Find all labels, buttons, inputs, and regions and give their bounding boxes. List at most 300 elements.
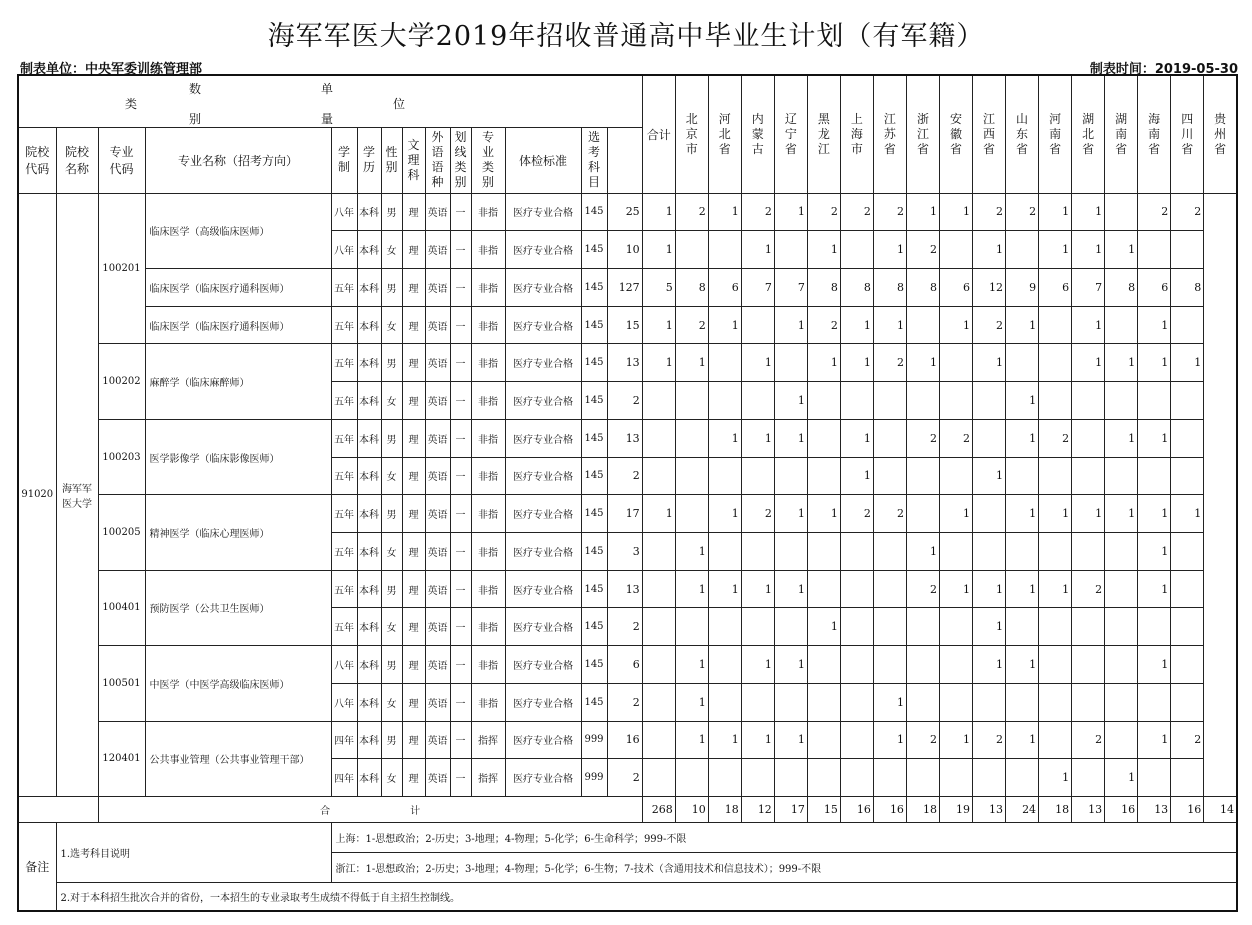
xuezhi-cell: 五年 — [331, 457, 357, 495]
line-type-cell: 一 — [450, 382, 471, 420]
physical-standard-cell: 医疗专业合格 — [505, 193, 581, 231]
province-quota-cell: 1 — [1072, 193, 1105, 231]
wenli-cell: 理 — [402, 608, 425, 646]
province-quota-cell: 1 — [973, 570, 1006, 608]
enrollment-plan-table — [17, 74, 1238, 912]
major-type-cell: 非指 — [471, 646, 505, 684]
province-quota-cell — [973, 759, 1006, 797]
province-quota-cell — [840, 608, 873, 646]
major-code-cell: 100205 — [98, 495, 145, 570]
province-quota-cell — [906, 457, 939, 495]
province-quota-cell: 1 — [741, 721, 774, 759]
sex-cell: 女 — [381, 457, 402, 495]
province-quota-cell — [1039, 646, 1072, 684]
province-quota-cell: 9 — [1006, 268, 1039, 306]
province-quota-cell — [642, 382, 675, 420]
province-quota-cell — [741, 759, 774, 797]
province-quota-cell — [741, 532, 774, 570]
sex-cell: 女 — [381, 608, 402, 646]
province-quota-cell — [1006, 532, 1039, 570]
xuezhi-cell: 五年 — [331, 608, 357, 646]
province-quota-cell: 7 — [1072, 268, 1105, 306]
major-code-cell: 100203 — [98, 419, 145, 494]
province-quota-cell — [873, 759, 906, 797]
xueli-cell: 本科 — [357, 495, 381, 533]
xueli-cell: 本科 — [357, 608, 381, 646]
province-quota-cell: 2 — [873, 495, 906, 533]
province-quota-cell — [708, 646, 741, 684]
province-quota-cell — [906, 683, 939, 721]
province-quota-cell: 1 — [1006, 721, 1039, 759]
province-quota-cell: 1 — [939, 570, 972, 608]
province-quota-cell — [1138, 683, 1171, 721]
xueli-cell: 本科 — [357, 231, 381, 269]
province-quota-cell — [708, 532, 741, 570]
province-quota-cell: 2 — [873, 193, 906, 231]
language-cell: 英语 — [425, 193, 450, 231]
province-quota-cell — [1171, 419, 1204, 457]
province-quota-cell — [708, 759, 741, 797]
province-quota-cell: 1 — [774, 646, 807, 684]
province-quota-cell — [807, 646, 840, 684]
xueli-cell: 本科 — [357, 532, 381, 570]
province-quota-cell: 1 — [1171, 344, 1204, 382]
province-quota-cell — [1105, 608, 1138, 646]
province-quota-cell: 1 — [1072, 306, 1105, 344]
province-quota-cell — [807, 570, 840, 608]
province-quota-cell — [840, 532, 873, 570]
corner-liang: 量 — [321, 112, 334, 126]
line-type-cell: 一 — [450, 231, 471, 269]
school-name-cell: 海军军医大学 — [56, 193, 98, 797]
notes-zhejiang: 浙江：1-思想政治；2-历史；3-地理；4-物理；5-化学；6-生物；7-技术（含通用技术和信息技术）；999-不限 — [331, 853, 1237, 883]
line-type-cell: 一 — [450, 193, 471, 231]
elective-cell: 145 — [581, 344, 607, 382]
province-quota-cell — [1105, 457, 1138, 495]
province-header: 江西省 — [973, 75, 1006, 193]
province-quota-cell: 2 — [840, 193, 873, 231]
province-quota-cell: 8 — [840, 268, 873, 306]
province-quota-cell — [1171, 608, 1204, 646]
province-quota-cell — [642, 419, 675, 457]
physical-standard-cell: 医疗专业合格 — [505, 532, 581, 570]
province-header: 海南省 — [1138, 75, 1171, 193]
province-quota-cell — [939, 344, 972, 382]
table-row — [18, 646, 1237, 684]
corner-bie: 别 — [189, 112, 202, 126]
province-quota-cell: 8 — [906, 268, 939, 306]
province-quota-cell — [1072, 646, 1105, 684]
diagonal-header — [18, 75, 642, 127]
language-cell: 英语 — [425, 570, 450, 608]
province-quota-cell — [1105, 193, 1138, 231]
province-quota-cell: 1 — [840, 306, 873, 344]
line-type-cell: 一 — [450, 570, 471, 608]
major-type-cell: 非指 — [471, 306, 505, 344]
elective-cell: 145 — [581, 457, 607, 495]
sex-cell: 女 — [381, 759, 402, 797]
language-cell: 英语 — [425, 646, 450, 684]
province-quota-cell — [1006, 608, 1039, 646]
province-quota-cell: 1 — [708, 419, 741, 457]
province-quota-cell: 1 — [708, 721, 741, 759]
language-cell: 英语 — [425, 721, 450, 759]
xueli-cell: 本科 — [357, 721, 381, 759]
province-quota-cell: 2 — [906, 570, 939, 608]
major-name-cell: 临床医学（临床医疗通科医师） — [145, 306, 331, 344]
sex-cell: 女 — [381, 382, 402, 420]
language-cell: 英语 — [425, 382, 450, 420]
xueli-cell: 本科 — [357, 382, 381, 420]
province-quota-cell: 1 — [774, 306, 807, 344]
province-quota-cell: 1 — [1105, 495, 1138, 533]
province-quota-cell: 1 — [873, 683, 906, 721]
province-quota-cell: 1 — [708, 193, 741, 231]
sex-cell: 男 — [381, 193, 402, 231]
xuezhi-cell: 四年 — [331, 721, 357, 759]
row-total-cell: 2 — [607, 608, 642, 646]
province-quota-cell: 1 — [774, 382, 807, 420]
physical-standard-cell: 医疗专业合格 — [505, 759, 581, 797]
province-quota-cell: 1 — [642, 344, 675, 382]
province-header: 浙江省 — [906, 75, 939, 193]
province-quota-cell — [642, 532, 675, 570]
province-quota-cell — [642, 570, 675, 608]
sum-label: 合 计 — [98, 797, 642, 823]
elective-cell: 145 — [581, 419, 607, 457]
wenli-cell: 理 — [402, 457, 425, 495]
wenli-cell: 理 — [402, 382, 425, 420]
province-quota-cell: 1 — [1006, 646, 1039, 684]
province-quota-cell — [1072, 683, 1105, 721]
province-quota-cell: 2 — [840, 495, 873, 533]
province-quota-cell: 2 — [873, 344, 906, 382]
province-quota-cell — [939, 759, 972, 797]
province-quota-cell: 2 — [675, 306, 708, 344]
major-type-cell: 非指 — [471, 570, 505, 608]
elective-cell: 145 — [581, 268, 607, 306]
province-header: 贵州省 — [1204, 75, 1237, 193]
province-quota-cell: 12 — [973, 268, 1006, 306]
major-type-cell: 非指 — [471, 608, 505, 646]
province-header: 河南省 — [1039, 75, 1072, 193]
province-quota-cell: 1 — [1006, 306, 1039, 344]
major-name-cell: 预防医学（公共卫生医师） — [145, 570, 331, 645]
province-quota-cell: 1 — [774, 570, 807, 608]
major-code-cell: 120401 — [98, 721, 145, 796]
province-quota-cell: 1 — [873, 231, 906, 269]
xuezhi-cell: 五年 — [331, 344, 357, 382]
province-quota-cell — [708, 344, 741, 382]
major-type-cell: 非指 — [471, 231, 505, 269]
grand-total-cell: 268 — [642, 797, 675, 823]
physical-standard-cell: 医疗专业合格 — [505, 721, 581, 759]
wenli-cell: 理 — [402, 683, 425, 721]
elective-cell: 145 — [581, 646, 607, 684]
province-quota-cell: 1 — [1039, 193, 1072, 231]
compiling-date: 制表时间：2019-05-30 — [1089, 62, 1238, 77]
province-quota-cell: 1 — [642, 193, 675, 231]
language-cell: 英语 — [425, 683, 450, 721]
xuezhi-header: 学制 — [331, 127, 357, 193]
physical-standard-cell: 医疗专业合格 — [505, 268, 581, 306]
school-code-cell: 91020 — [18, 193, 56, 797]
province-quota-cell: 1 — [675, 721, 708, 759]
province-total-cell: 19 — [939, 797, 972, 823]
province-quota-cell — [1138, 382, 1171, 420]
province-quota-cell: 1 — [675, 570, 708, 608]
line-type-cell: 一 — [450, 344, 471, 382]
province-total-cell: 13 — [1072, 797, 1105, 823]
notes-shanghai: 上海：1-思想政治；2-历史；3-地理；4-物理；5-化学；6-生命科学；999-不限 — [331, 823, 1237, 853]
province-quota-cell — [1006, 231, 1039, 269]
province-quota-cell: 1 — [807, 608, 840, 646]
wenli-cell: 理 — [402, 231, 425, 269]
major-name-cell: 中医学（中医学高级临床医师） — [145, 646, 331, 721]
major-type-cell: 非指 — [471, 268, 505, 306]
page-title: 海军军医大学2019年招收普通高中毕业生计划（有军籍） — [267, 21, 985, 52]
province-quota-cell — [906, 759, 939, 797]
province-quota-cell — [807, 683, 840, 721]
province-quota-cell: 2 — [807, 193, 840, 231]
province-quota-cell: 1 — [1138, 306, 1171, 344]
major-name-cell: 麻醉学（临床麻醉师） — [145, 344, 331, 419]
province-quota-cell: 1 — [840, 419, 873, 457]
province-quota-cell — [873, 646, 906, 684]
xueli-cell: 本科 — [357, 570, 381, 608]
sex-cell: 男 — [381, 344, 402, 382]
province-total-cell: 17 — [774, 797, 807, 823]
total-header: 合计 — [642, 75, 675, 193]
province-quota-cell — [741, 306, 774, 344]
line-type-cell: 一 — [450, 532, 471, 570]
province-quota-cell — [1138, 457, 1171, 495]
province-quota-cell — [840, 646, 873, 684]
province-quota-cell — [1006, 759, 1039, 797]
province-quota-cell: 1 — [1105, 419, 1138, 457]
province-total-cell: 18 — [708, 797, 741, 823]
province-quota-cell: 8 — [675, 268, 708, 306]
language-cell: 英语 — [425, 268, 450, 306]
province-quota-cell — [741, 457, 774, 495]
province-quota-cell: 8 — [1105, 268, 1138, 306]
elective-cell: 145 — [581, 382, 607, 420]
language-cell: 英语 — [425, 457, 450, 495]
corner-dan: 单 — [321, 82, 334, 96]
xuezhi-cell: 八年 — [331, 231, 357, 269]
province-total-cell: 13 — [1138, 797, 1171, 823]
province-header: 北京市 — [675, 75, 708, 193]
province-quota-cell — [840, 231, 873, 269]
sum-row — [18, 797, 1237, 823]
province-quota-cell — [1105, 683, 1138, 721]
province-quota-cell: 2 — [906, 231, 939, 269]
major-type-header: 专业类别 — [471, 127, 505, 193]
wenli-cell: 理 — [402, 532, 425, 570]
sex-cell: 女 — [381, 683, 402, 721]
elective-cell: 145 — [581, 495, 607, 533]
province-quota-cell: 8 — [873, 268, 906, 306]
major-type-cell: 非指 — [471, 683, 505, 721]
province-quota-cell: 6 — [1138, 268, 1171, 306]
major-type-cell: 非指 — [471, 495, 505, 533]
major-name-cell: 临床医学（高级临床医师） — [145, 193, 331, 268]
wenli-cell: 理 — [402, 193, 425, 231]
province-quota-cell — [1171, 759, 1204, 797]
province-quota-cell: 1 — [1072, 495, 1105, 533]
row-total-cell: 16 — [607, 721, 642, 759]
physical-standard-cell: 医疗专业合格 — [505, 683, 581, 721]
table-row — [18, 306, 1237, 344]
language-cell: 英语 — [425, 344, 450, 382]
province-quota-cell — [1039, 683, 1072, 721]
language-cell: 英语 — [425, 759, 450, 797]
physical-standard-cell: 医疗专业合格 — [505, 608, 581, 646]
language-cell: 英语 — [425, 608, 450, 646]
province-quota-cell: 1 — [939, 193, 972, 231]
province-quota-cell — [1105, 570, 1138, 608]
physical-standard-cell: 医疗专业合格 — [505, 344, 581, 382]
line-type-cell: 一 — [450, 306, 471, 344]
table-row — [18, 721, 1237, 759]
province-header: 辽宁省 — [774, 75, 807, 193]
province-quota-cell — [840, 570, 873, 608]
xuezhi-cell: 五年 — [331, 570, 357, 608]
province-quota-cell: 5 — [642, 268, 675, 306]
major-code-cell: 100501 — [98, 646, 145, 721]
elective-cell: 999 — [581, 721, 607, 759]
wenli-header: 文理科 — [402, 127, 425, 193]
province-quota-cell: 2 — [675, 193, 708, 231]
province-quota-cell — [939, 231, 972, 269]
province-quota-cell — [774, 683, 807, 721]
province-quota-cell: 1 — [1072, 344, 1105, 382]
province-quota-cell: 1 — [906, 193, 939, 231]
province-quota-cell — [774, 532, 807, 570]
province-quota-cell: 1 — [1105, 344, 1138, 382]
province-quota-cell: 1 — [741, 419, 774, 457]
province-quota-cell — [1039, 532, 1072, 570]
province-quota-cell: 6 — [1039, 268, 1072, 306]
province-header: 河北省 — [708, 75, 741, 193]
province-quota-cell — [774, 344, 807, 382]
major-type-cell: 非指 — [471, 382, 505, 420]
province-quota-cell: 1 — [1006, 495, 1039, 533]
province-quota-cell — [1072, 608, 1105, 646]
province-quota-cell — [840, 382, 873, 420]
sex-cell: 男 — [381, 570, 402, 608]
province-quota-cell — [675, 759, 708, 797]
province-quota-cell: 7 — [741, 268, 774, 306]
major-code-cell: 100202 — [98, 344, 145, 419]
province-quota-cell — [1039, 382, 1072, 420]
province-quota-cell — [1039, 344, 1072, 382]
xuezhi-cell: 五年 — [331, 419, 357, 457]
line-type-cell: 一 — [450, 721, 471, 759]
line-type-cell: 一 — [450, 646, 471, 684]
elective-cell: 145 — [581, 193, 607, 231]
table-row — [18, 193, 1237, 231]
physical-standard-cell: 医疗专业合格 — [505, 646, 581, 684]
xueli-cell: 本科 — [357, 419, 381, 457]
province-header: 湖南省 — [1105, 75, 1138, 193]
province-quota-cell — [1171, 306, 1204, 344]
province-quota-cell — [939, 646, 972, 684]
notes-label: 备注 — [18, 823, 56, 911]
province-quota-cell: 1 — [708, 306, 741, 344]
xuezhi-cell: 五年 — [331, 532, 357, 570]
province-quota-cell — [1006, 344, 1039, 382]
province-quota-cell — [1138, 608, 1171, 646]
province-quota-cell — [1072, 382, 1105, 420]
province-quota-cell: 1 — [973, 608, 1006, 646]
province-quota-cell — [774, 608, 807, 646]
major-code-header: 专业代码 — [98, 127, 145, 193]
province-quota-cell: 1 — [741, 570, 774, 608]
province-quota-cell: 1 — [939, 721, 972, 759]
province-quota-cell: 2 — [1039, 419, 1072, 457]
sex-cell: 女 — [381, 532, 402, 570]
province-quota-cell: 1 — [973, 231, 1006, 269]
province-quota-cell: 2 — [973, 721, 1006, 759]
language-header: 外语语种 — [425, 127, 450, 193]
physical-standard-cell: 医疗专业合格 — [505, 306, 581, 344]
language-cell: 英语 — [425, 231, 450, 269]
province-quota-cell: 2 — [1138, 193, 1171, 231]
province-quota-cell — [1105, 532, 1138, 570]
wenli-cell: 理 — [402, 268, 425, 306]
xueli-cell: 本科 — [357, 646, 381, 684]
province-total-cell: 18 — [906, 797, 939, 823]
province-quota-cell: 7 — [774, 268, 807, 306]
province-quota-cell: 1 — [774, 495, 807, 533]
province-quota-cell: 8 — [1171, 268, 1204, 306]
province-quota-cell: 1 — [807, 231, 840, 269]
elective-cell: 999 — [581, 759, 607, 797]
province-quota-cell — [708, 608, 741, 646]
sex-cell: 男 — [381, 721, 402, 759]
province-quota-cell: 2 — [741, 193, 774, 231]
row-total-cell: 2 — [607, 759, 642, 797]
province-total-cell: 18 — [1039, 797, 1072, 823]
province-quota-cell — [675, 457, 708, 495]
province-quota-cell — [708, 231, 741, 269]
xueli-cell: 本科 — [357, 457, 381, 495]
physical-standard-cell: 医疗专业合格 — [505, 382, 581, 420]
province-quota-cell — [973, 419, 1006, 457]
province-quota-cell — [973, 532, 1006, 570]
province-quota-cell: 2 — [906, 721, 939, 759]
major-name-cell: 临床医学（临床医疗通科医师） — [145, 268, 331, 306]
province-quota-cell: 1 — [774, 193, 807, 231]
major-code-cell: 100201 — [98, 193, 145, 344]
wenli-cell: 理 — [402, 306, 425, 344]
province-quota-cell — [675, 419, 708, 457]
province-quota-cell — [774, 457, 807, 495]
province-quota-cell: 1 — [774, 721, 807, 759]
province-quota-cell: 2 — [1171, 721, 1204, 759]
xuezhi-cell: 八年 — [331, 646, 357, 684]
major-type-cell: 非指 — [471, 419, 505, 457]
table-row — [18, 419, 1237, 457]
corner-lei: 类 — [125, 97, 138, 111]
province-quota-cell: 1 — [675, 646, 708, 684]
province-quota-cell — [1039, 306, 1072, 344]
province-quota-cell: 1 — [906, 344, 939, 382]
row-total-cell: 3 — [607, 532, 642, 570]
elective-header: 选考科目 — [581, 127, 607, 193]
major-type-cell: 非指 — [471, 457, 505, 495]
